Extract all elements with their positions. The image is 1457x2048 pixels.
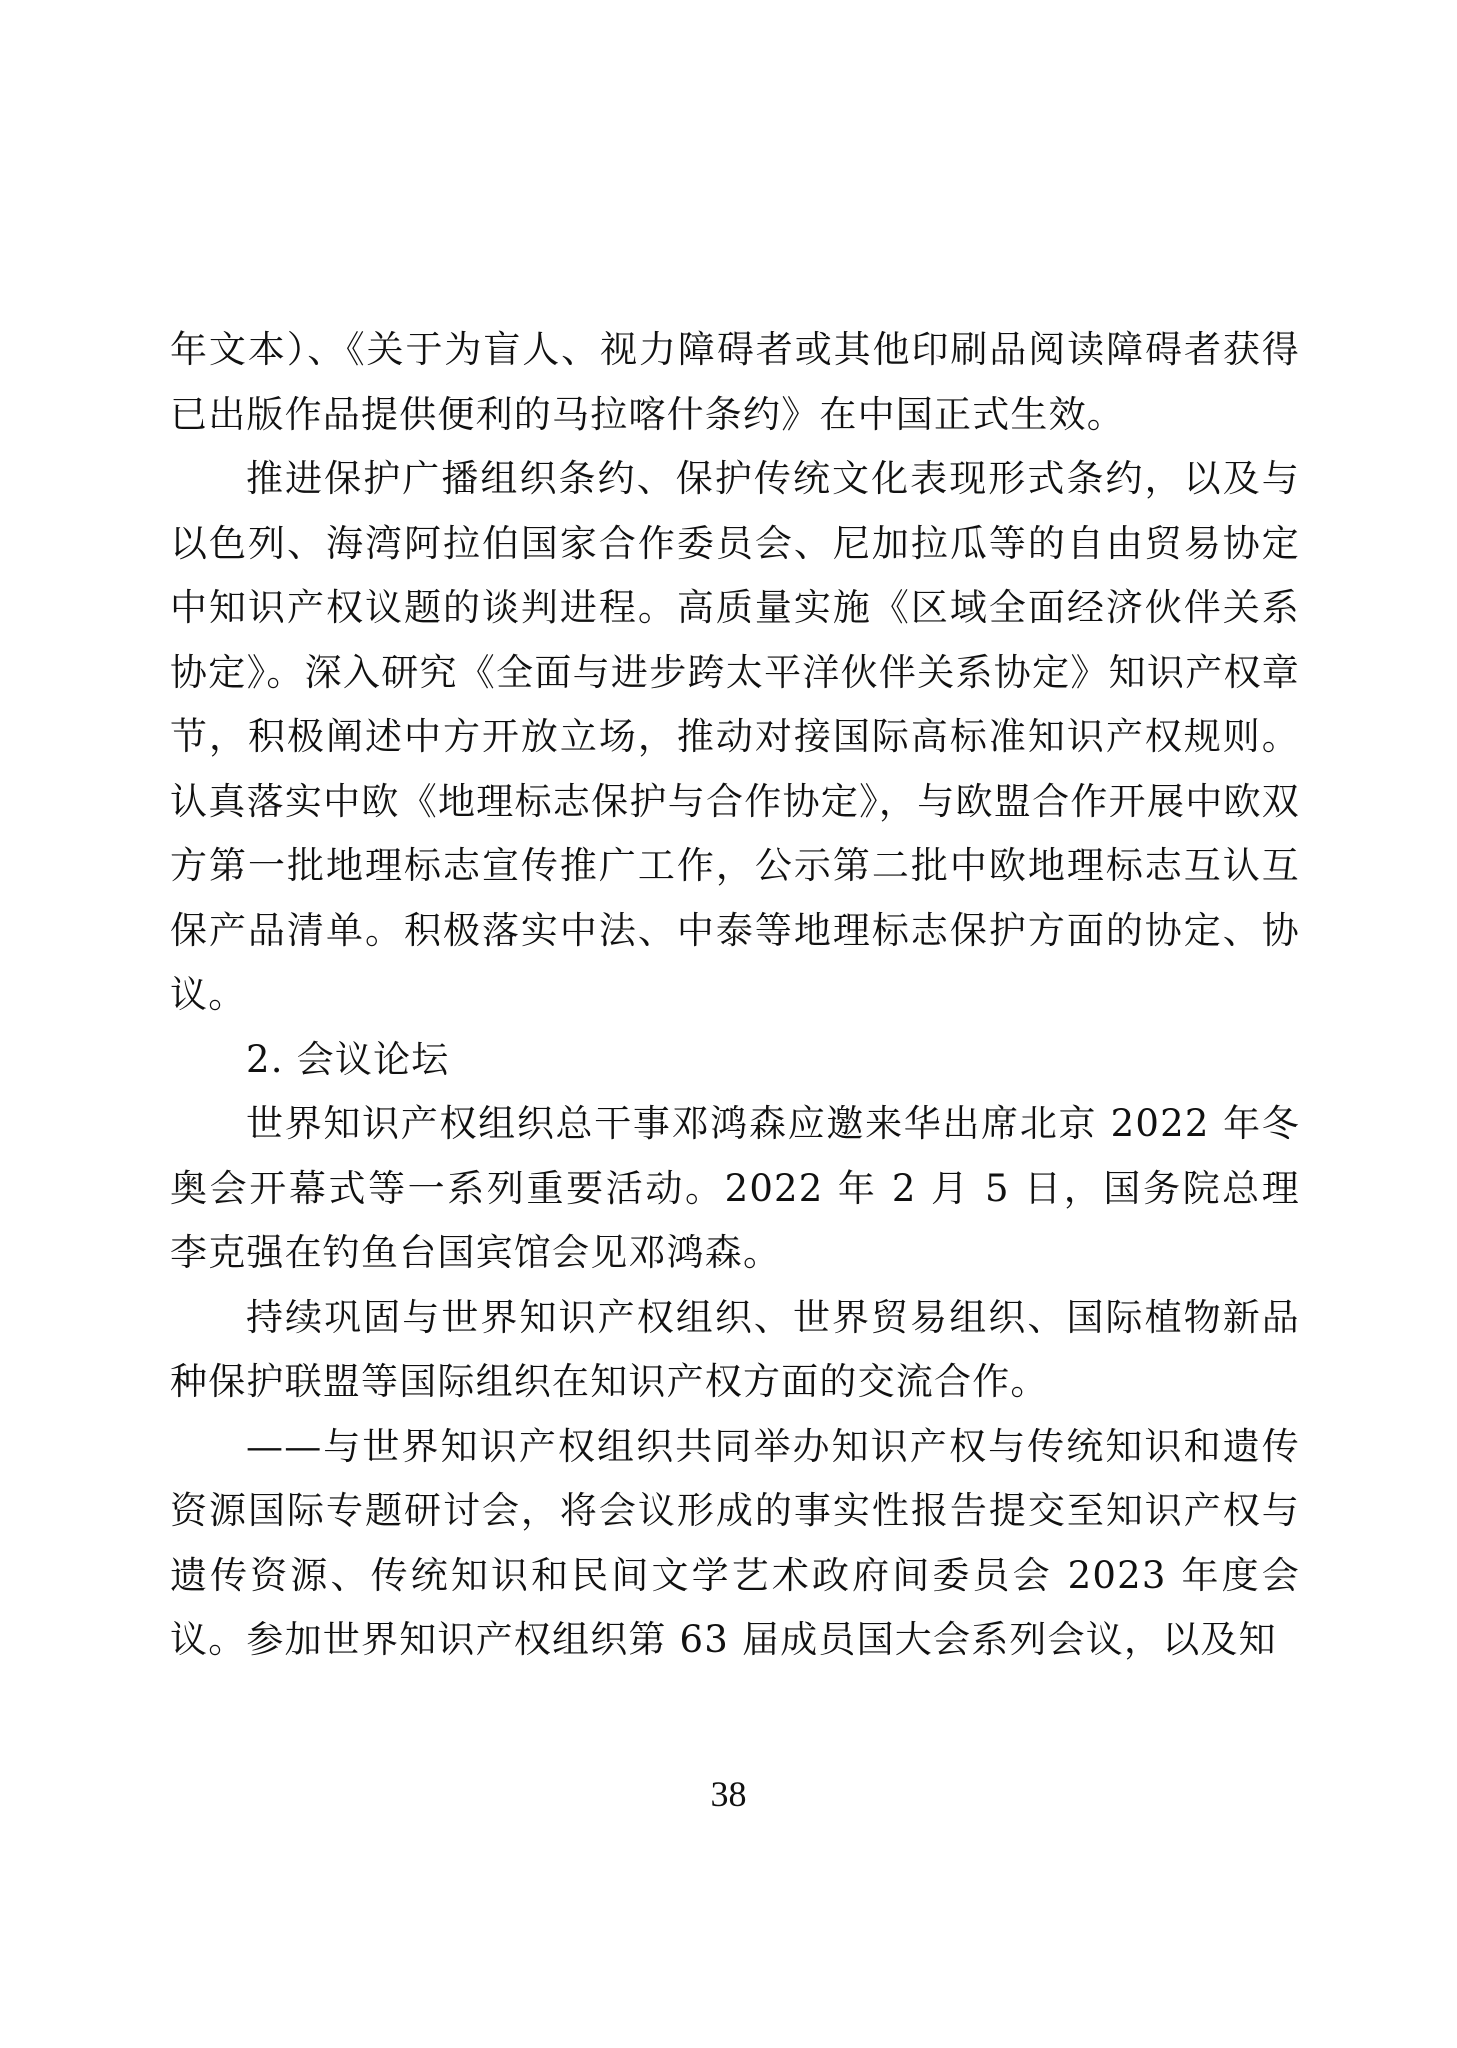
paragraph-wipo-director-visit: 世界知识产权组织总干事邓鸿森应邀来华出席北京 2022 年冬奥会开幕式等一系列重要活动。2022 年 2 月 5 日，国务院总理李克强在钓鱼台国宾馆会见邓鸿森。 xyxy=(170,1102,1300,1274)
paragraph-international-organizations: 持续巩固与世界知识产权组织、世界贸易组织、国际植物新品种保护联盟等国际组织在知识产权方面的交流合作。 xyxy=(170,1295,1300,1403)
page-number: 38 xyxy=(710,1774,747,1814)
paragraph-wipo-seminar: ——与世界知识产权组织共同举办知识产权与传统知识和遗传资源国际专题研讨会，将会议形成的事实性报告提交至知识产权与遗传资源、传统知识和民间文学艺术政府间委员会 2023 年度会议。参加世界知识产权组织第 63 届成员国大会系列会议，以及知 xyxy=(170,1424,1300,1661)
body-text xyxy=(170,318,1300,1673)
section-heading-meetings-forums: 2. 会议论坛 xyxy=(246,1037,450,1081)
paragraph-international-agreements: 推进保护广播组织条约、保护传统文化表现形式条约，以及与以色列、海湾阿拉伯国家合作委员会、尼加拉瓜等的自由贸易协定中知识产权议题的谈判进程。高质量实施《区域全面经济伙伴关系协定》。深入研究《全面与进步跨太平洋伙伴关系协定》知识产权章节，积极阐述中方开放立场，推动对接国际高标准知识产权规则。认真落实中欧《地理标志保护与合作协定》，与欧盟合作开展中欧双方第一批地理标志宣传推广工作，公示第二批中欧地理标志互认互保产品清单。积极落实中法、中泰等地理标志保护方面的协定、协议。 xyxy=(170,457,1300,1016)
paragraph-continuation: 年文本）、《关于为盲人、视力障碍者或其他印刷品阅读障碍者获得已出版作品提供便利的马拉喀什条约》在中国正式生效。 xyxy=(170,328,1300,436)
